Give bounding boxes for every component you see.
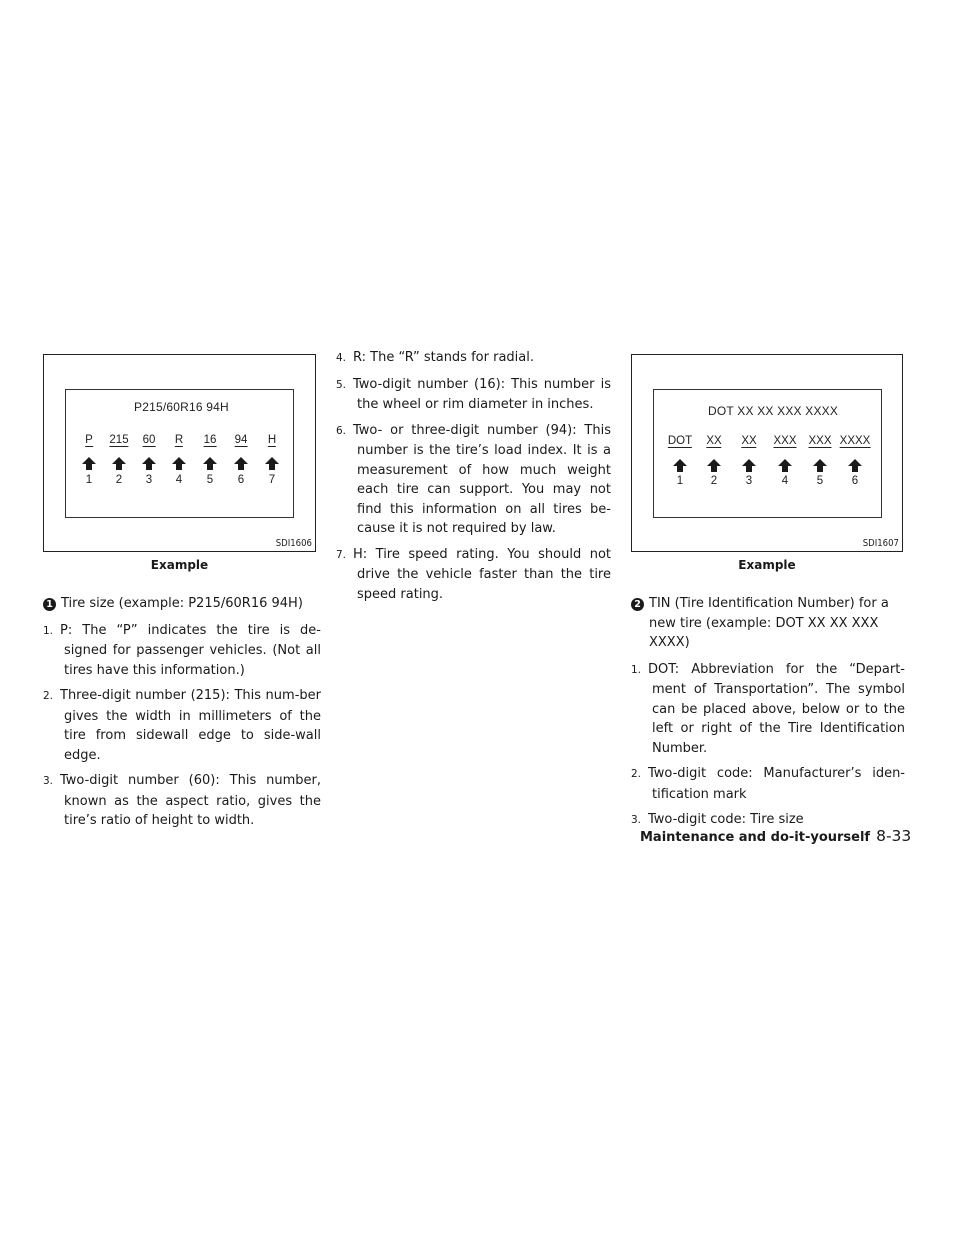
- page-number: 8-33: [876, 827, 912, 845]
- column-left: [43, 594, 321, 837]
- segment-label: XX: [741, 435, 757, 447]
- figure-inner-box: [65, 389, 294, 518]
- section-heading-text: TIN (Tire Identification Number) for a new tire (example: DOT XX XX XXX XXXX): [649, 596, 889, 650]
- segment-number: 4: [175, 474, 183, 486]
- figure-segments-row: [654, 435, 883, 451]
- up-arrow-icon: [234, 457, 248, 470]
- column-middle: [336, 348, 611, 610]
- segment-number: 2: [710, 475, 718, 487]
- circled-number-icon: 2: [631, 598, 644, 611]
- segment-number: 7: [268, 474, 276, 486]
- segment-number: 3: [145, 474, 153, 486]
- footer-section-title: Maintenance and do-it-yourself: [640, 830, 871, 845]
- up-arrow-icon: [813, 459, 827, 472]
- segment-label: XX: [706, 435, 722, 447]
- list-item: 7. H: Tire speed rating. You should not drive the vehicle faster than the tire speed rating.: [336, 546, 611, 602]
- figure-inner-box: [653, 389, 882, 518]
- segment-label: P: [85, 434, 93, 446]
- segment-number: 2: [115, 474, 123, 486]
- list-item: 2. Two-digit code: Manufacturer’s iden-tification mark: [631, 766, 905, 802]
- list-item: 2. Three-digit number (215): This num-ber gives the width in millimeters of the tire from sidewall edge to side-wall edge.: [43, 688, 321, 763]
- segment-number: 3: [745, 475, 753, 487]
- list-item: 3. Two-digit number (60): This number, known as the aspect ratio, gives the tire’s ratio of height to width.: [43, 773, 321, 828]
- segment-label: 60: [142, 434, 156, 446]
- list-item: 3. Two-digit code: Tire size: [631, 812, 804, 827]
- page-footer: [640, 826, 912, 845]
- segment-number: 6: [851, 475, 859, 487]
- segment-label: XXXX: [839, 435, 871, 447]
- up-arrow-icon: [673, 459, 687, 472]
- segment-label: 215: [109, 434, 129, 446]
- segment-number: 4: [781, 475, 789, 487]
- up-arrow-icon: [707, 459, 721, 472]
- up-arrow-icon: [112, 457, 126, 470]
- figure-tin: [631, 354, 903, 552]
- segment-label: R: [174, 434, 184, 446]
- up-arrow-icon: [742, 459, 756, 472]
- list-item: 1. DOT: Abbreviation for the “Depart-ment of Transportation”. The symbol can be placed above, below or to the left or right of the Tire Identification Number.: [631, 661, 905, 756]
- circled-number-icon: 1: [43, 598, 56, 611]
- section-heading-tire-size: [43, 594, 321, 614]
- segment-label: XXX: [773, 435, 797, 447]
- figure-caption: Example: [738, 558, 796, 572]
- figure-segments-row: [66, 434, 295, 450]
- column-right: [631, 594, 905, 837]
- list-item: 5. Two-digit number (16): This number is the wheel or rim diameter in inches.: [336, 376, 611, 412]
- segment-number: 1: [676, 475, 684, 487]
- up-arrow-icon: [172, 457, 186, 470]
- segment-number: 6: [237, 474, 245, 486]
- section-heading-text: Tire size (example: P215/60R16 94H): [61, 596, 303, 611]
- list-item: 4. R: The “R” stands for radial.: [336, 350, 534, 365]
- up-arrow-icon: [142, 457, 156, 470]
- segment-label: XXX: [808, 435, 832, 447]
- segment-number: 1: [85, 474, 93, 486]
- segment-label: 94: [234, 434, 248, 446]
- segment-number: 5: [816, 475, 824, 487]
- section-heading-tin: [631, 594, 905, 653]
- segment-label: H: [267, 434, 277, 446]
- segment-label: 16: [203, 434, 217, 446]
- figure-code-text: P215/60R16 94H: [134, 400, 229, 414]
- segment-number: 5: [206, 474, 214, 486]
- figure-caption: Example: [150, 558, 209, 572]
- up-arrow-icon: [778, 459, 792, 472]
- up-arrow-icon: [265, 457, 279, 470]
- segment-label: DOT: [667, 435, 693, 447]
- figure-id: SDI1607: [862, 538, 899, 549]
- figure-tire-size: [43, 354, 316, 552]
- up-arrow-icon: [203, 457, 217, 470]
- up-arrow-icon: [82, 457, 96, 470]
- figure-code-text: DOT XX XX XXX XXXX: [708, 404, 839, 418]
- figure-id: SDI1606: [275, 538, 312, 549]
- list-item: 1. P: The “P” indicates the tire is de-signed for passenger vehicles. (Not all tires have this information.): [43, 622, 321, 678]
- up-arrow-icon: [848, 459, 862, 472]
- list-item: 6. Two- or three-digit number (94): This number is the tire’s load index. It is a measurement of how much weight each tire can support. You may not find this information on all tires be-cause it is not required by law.: [336, 422, 611, 536]
